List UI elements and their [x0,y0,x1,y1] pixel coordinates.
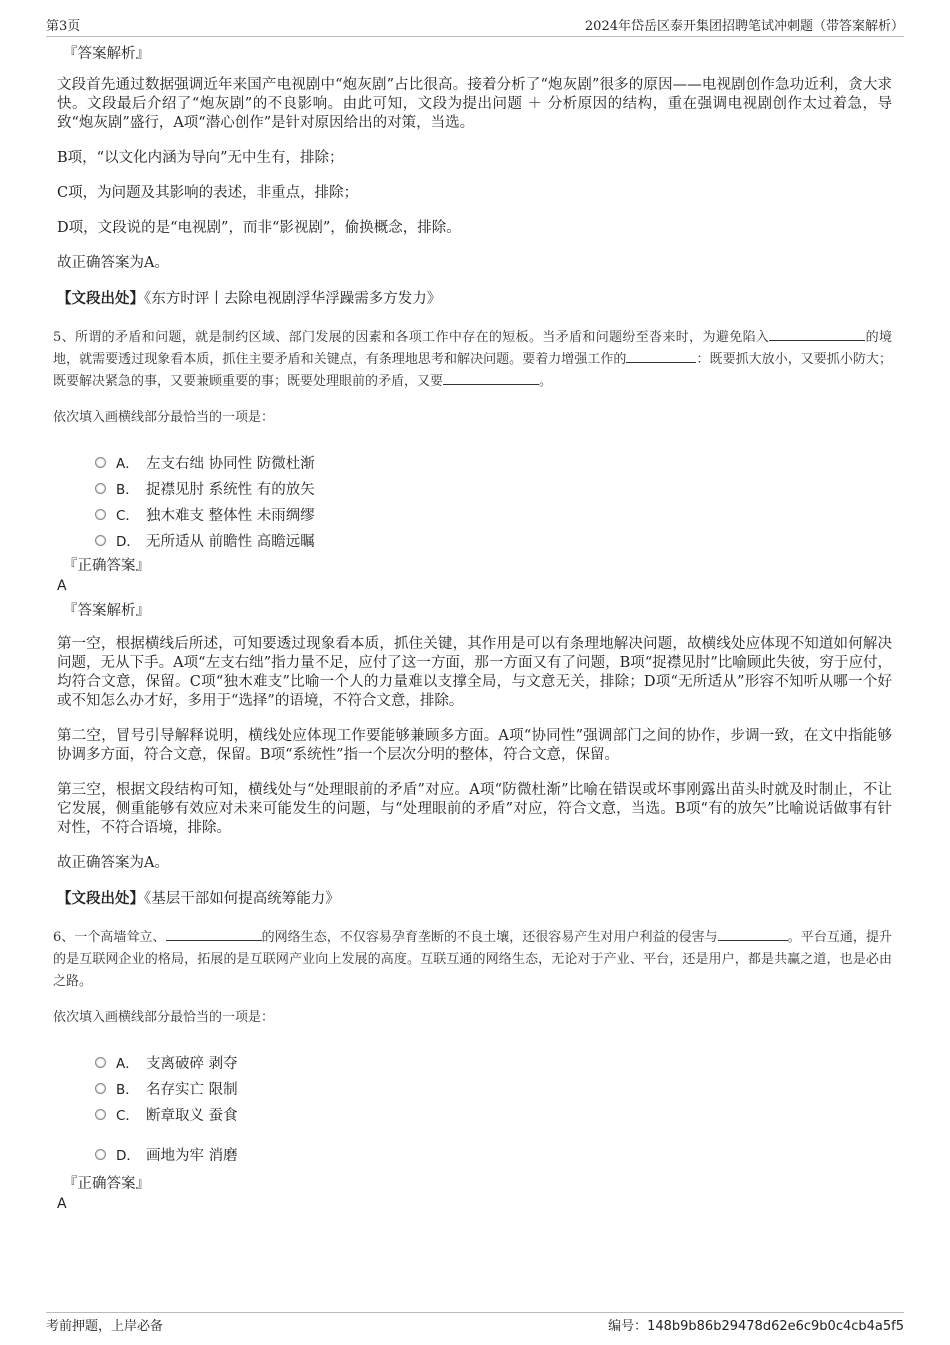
q6-option-d[interactable] [95,1141,892,1167]
footer-code [608,1315,904,1334]
footer-code-value: 148b9b86b29478d62e6c9b0c4cb4a5f5 [647,1318,904,1334]
option-text: 捉襟见肘 系统性 有的放矢 [146,481,315,498]
radio-icon[interactable] [95,1057,106,1068]
q5-analysis-p1: 第一空，根据横线后所述，可知要透过现象看本质，抓住关键，其作用是可以有条理地解决问题，故横线处应体现不知道如何解决问题，无从下手。A项“左支右绌”指力量不足，应付了这一方面，那一方面又有了问题，B项“捉襟见肘”比喻顾此失彼，穷于应付，均符合文意，保留。C项“独木难支”比喻一个人的力量难以支撑全局，与文意无关，排除；D项“无所适从”形容不知听从哪一个好或不知怎么办才好，多用于“选择”的语境，不符合文意，排除。 [57,636,892,709]
q5-stem-part1: 5、所谓的矛盾和问题，就是制约区域、部门发展的因素和各项工作中存在的短板。当矛盾和问题纷至沓来时，为避免陷入 [53,330,770,345]
option-text: 断章取义 蚕食 [146,1107,238,1124]
q5-blank-1 [769,328,865,341]
q5-stem-part2: 的境地，就需要透过现象看本质，抓住主要矛盾和关键点，有条理地思考和解决问题。要着力增强工作的 [53,330,892,367]
q5-option-b[interactable] [95,475,892,501]
option-key: C． [116,508,139,524]
q6-stem-part3: 。平台互通，提升的是互联网企业的格局，拓展的是互联网产业向上发展的高度。互联互通的网络生态，无论对于产业、平台，还是用户，都是共赢之道，也是必由之路。 [53,930,892,989]
radio-icon[interactable] [95,535,106,546]
q5-analysis-p2: 第二空，冒号引导解释说明，横线处应体现工作要能够兼顾多方面。A项“协同性”强调部门之间的协作，步调一致，在文中指能够协调多方面，符合文意，保留。B项“系统性”指一个层次分明的整体，符合文意，保留。 [57,728,892,763]
q5-option-d[interactable] [95,527,892,553]
page-header [46,14,904,37]
option-text: 画地为牢 消磨 [146,1147,238,1164]
q6-blank-1 [166,928,262,941]
q5-answer-label: 『正确答案』 [63,558,150,574]
document-title: 2024年岱岳区泰开集团招聘笔试冲刺题（带答案解析） [584,19,904,34]
q5-instruction: 依次填入画横线部分最恰当的一项是： [53,410,275,425]
q4-analysis-label: 『答案解析』 [63,46,150,62]
option-key: D． [116,1148,140,1164]
radio-icon[interactable] [95,509,106,520]
radio-icon[interactable] [95,1083,106,1094]
option-key: D． [116,534,140,550]
q5-stem-part4: 。 [539,374,553,389]
page-number: 第3页 [46,19,81,34]
option-text: 独木难支 整体性 未雨绸缪 [146,507,315,524]
q6-option-a[interactable] [95,1049,892,1075]
q5-source-title: 《基层干部如何提高统筹能力》 [144,891,340,907]
option-key: B． [116,482,139,498]
q6-option-c[interactable] [95,1101,892,1127]
page-footer [46,1312,904,1335]
q6-instruction: 依次填入画横线部分最恰当的一项是： [53,1010,275,1025]
option-text: 支离破碎 剥夺 [146,1055,238,1072]
document-body [53,44,892,1219]
q4-source [57,289,892,309]
option-key: C． [116,1108,139,1124]
q4-analysis-p2: B项，“以文化内涵为导向”无中生有，排除； [57,150,344,166]
option-key: B． [116,1082,139,1098]
q5-conclusion: 故正确答案为A。 [57,855,169,871]
q6-stem-part2: 的网络生态，不仅容易孕育垄断的不良土壤，还很容易产生对用户利益的侵害与 [261,930,718,945]
q5-source-tag: 【文段出处】 [57,890,144,907]
q5-analysis-p3: 第三空，根据文段结构可知，横线处与“处理眼前的矛盾”对应。A项“防微杜渐”比喻在错误或坏事刚露出苗头时就及时制止，不让它发展，侧重能够有效应对未来可能发生的问题，与“处理眼前的矛盾”对应，符合文意，当选。B项“有的放矢”比喻说话做事有针对性，不符合语境，排除。 [57,782,892,836]
q5-stem [53,327,892,393]
q5-blank-2 [626,350,696,363]
q5-answer: A [57,578,67,594]
q5-options [95,449,892,553]
q5-stem-part3: ：既要抓大放小，又要抓小防大；既要解决紧急的事，又要兼顾重要的事；既要处理眼前的矛盾，又要 [53,352,892,389]
q6-stem-part1: 6、一个高墙耸立、 [53,930,166,945]
q5-option-a[interactable] [95,449,892,475]
q5-blank-3 [443,372,539,385]
q5-option-c[interactable] [95,501,892,527]
footer-slogan: 考前押题，上岸必备 [46,1318,164,1334]
q4-source-title: 《东方时评丨去除电视剧浮华浮躁需多方发力》 [144,291,442,307]
q4-analysis-p4: D项，文段说的是“电视剧”，而非“影视剧”，偷换概念，排除。 [57,220,461,236]
radio-icon[interactable] [95,483,106,494]
q5-analysis-label: 『答案解析』 [63,603,150,619]
option-text: 无所适从 前瞻性 高瞻远瞩 [146,533,315,550]
q6-answer-label: 『正确答案』 [63,1176,150,1192]
option-text: 名存实亡 限制 [146,1081,238,1098]
q6-answer: A [57,1196,67,1212]
q4-analysis-p1: 文段首先通过数据强调近年来国产电视剧中“炮灰剧”占比很高。接着分析了“炮灰剧”很多的原因——电视剧创作急功近利，贪大求快。文段最后介绍了“炮灰剧”的不良影响。由此可知，文段为提出问题 ＋ 分析原因的结构，重在强调电视剧创作太过着急，导致“炮灰剧”盛行，A项“潜心创作”是针对原因给出的对策，当选。 [57,77,892,131]
q4-source-tag: 【文段出处】 [57,290,144,307]
q6-blank-2 [718,928,788,941]
q6-option-b[interactable] [95,1075,892,1101]
radio-icon[interactable] [95,1149,106,1160]
option-key: A． [116,456,139,472]
q6-stem [53,927,892,993]
option-key: A． [116,1056,139,1072]
radio-icon[interactable] [95,1109,106,1120]
q4-analysis-p3: C项，为问题及其影响的表述，非重点，排除； [57,185,359,201]
option-text: 左支右绌 协同性 防微杜渐 [146,455,315,472]
q6-options [95,1049,892,1167]
q4-conclusion: 故正确答案为A。 [57,255,169,271]
radio-icon[interactable] [95,457,106,468]
footer-code-label: 编号： [608,1318,648,1334]
q5-source [57,889,892,909]
